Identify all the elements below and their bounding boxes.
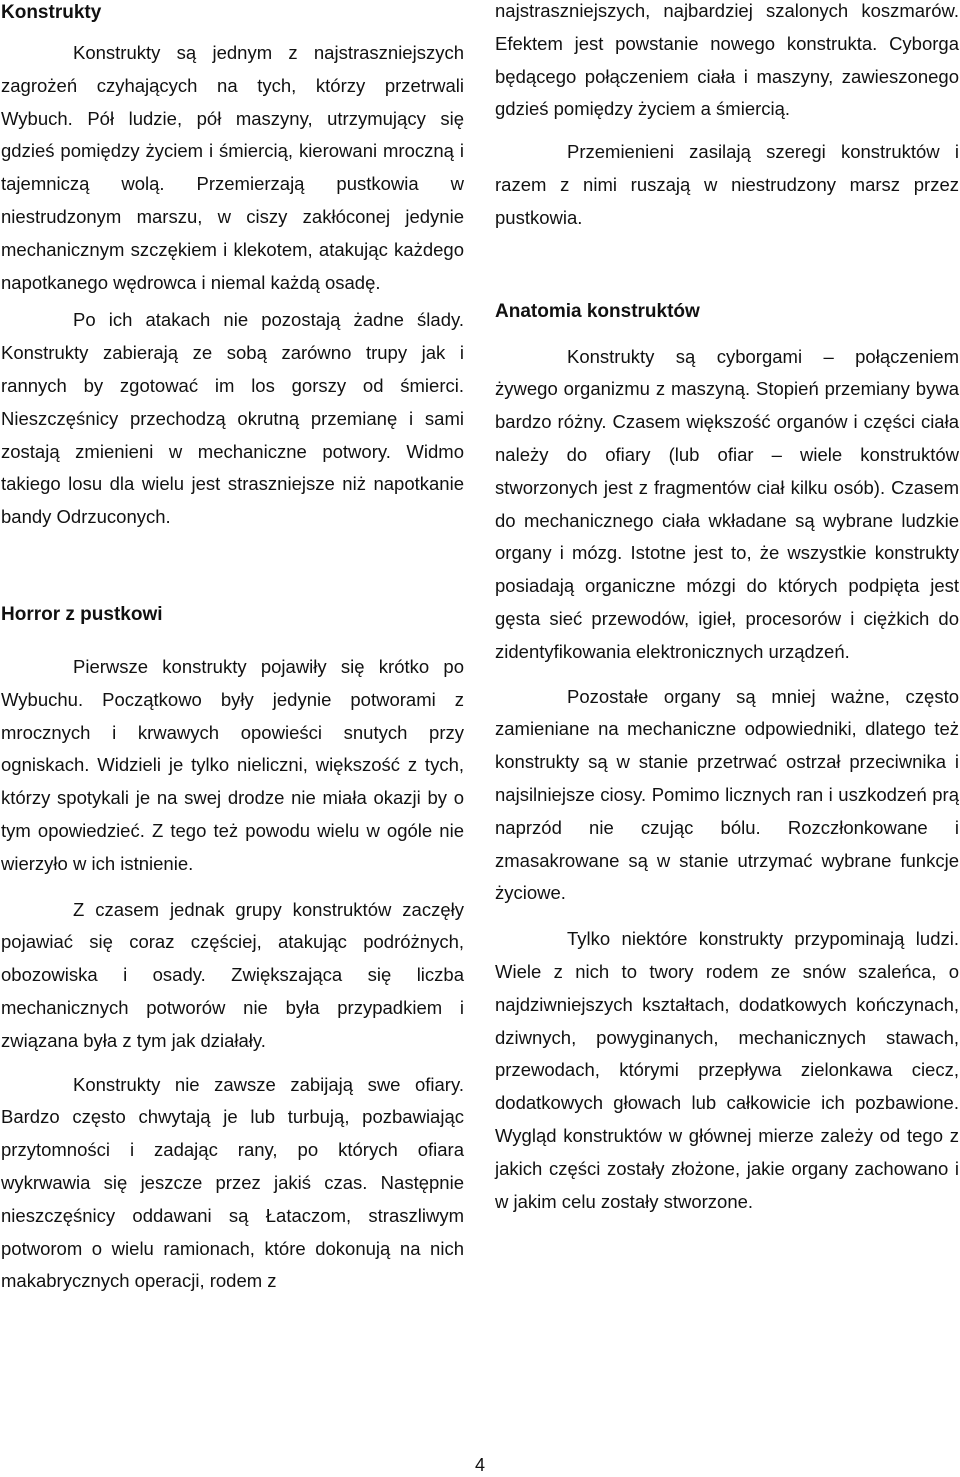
section-heading-horror: Horror z pustkowi (1, 603, 163, 625)
paragraph: Po ich atakach nie pozostają żadne ślady. Konstrukty zabierają ze sobą zarówno trupy jak i rannych by zgotować im los gorszy od śmierci. Nieszczęśnicy przechodzą okrutną przemianę i sami zostają zmienieni w mechaniczne potwory. Widmo takiego losu dla wielu jest straszniejsze niż napotkanie bandy Odrzuconych. (1, 309, 464, 528)
paragraph: Konstrukty są jednym z najstraszniejszych zagrożeń czyhających na tych, którzy przetrwali Wybuch. Pół ludzie, pół maszyny, utrzymujący się gdzieś pomiędzy życiem i śmiercią, kierowani mroczną i tajemniczą wolą. Przemierzają pustkowia w niestrudzonym marszu, w ciszy zakłóconej jedynie mechanicznym szczękiem i klekotem, atakując każdego napotkanego wędrowca i niemal każdą osadę. (1, 42, 464, 293)
paragraph: Przemienieni zasilają szeregi konstruktów i razem z nimi ruszają w niestrudzony marsz przez pustkowia. (495, 141, 959, 228)
page-number: 4 (474, 1455, 485, 1475)
section-title-konstrukty: Konstrukty (1, 2, 102, 23)
paragraph: Tylko niektóre konstrukty przypominają ludzi. Wiele z nich to twory rodem ze snów szaleńca, o najdziwniejszych kształtach, dodatkowych kończynach, dziwnych, powyginanych, mechanicznych stawach, przewodach, którymi przepływa zielonkawa ciecz, dodatkowych głowach lub całkowicie ich pozbawione. Wygląd konstruktów w głównej mierze zależy od tego z jakich części zostały złożone, jakie organy zachowano i w jakim celu zostały stworzone. (495, 928, 959, 1212)
paragraph: Z czasem jednak grupy konstruktów zaczęły pojawiać się coraz częściej, atakując podróżnych, obozowiska i osady. Zwiększająca się liczba mechanicznych potworów nie była przypadkiem i związana była z tym jak działały. (1, 898, 464, 1051)
section-heading-anatomia: Anatomia konstruktów (495, 300, 700, 322)
right-column (495, 0, 959, 1218)
left-column (1, 0, 464, 1298)
paragraph: Konstrukty są cyborgami – połączeniem żywego organizmu z maszyną. Stopień przemiany bywa bardzo różny. Czasem większość organów i części ciała należy do ofiary (lub ofiar – wiele konstruktów stworzonych jest z fragmentów ciał kilku osób). Czasem do mechanicznego ciała wkładane są wybrane ludzkie organy i mózg. Istotne jest to, że wszystkie konstrukty posiadają organiczne mózgi do których podpięta jest gęsta sieć przewodów, igieł, procesorów i ciężkich do zidentyfikowania elektronicznych urządzeń. (495, 345, 959, 662)
paragraph-continued: najstraszniejszych, najbardziej szalonych koszmarów. Efektem jest powstanie nowego konstrukta. Cyborga będącego połączeniem ciała i maszyny, zawieszonego gdzieś pomiędzy życiem a śmiercią. (495, 0, 959, 120)
paragraph: Konstrukty nie zawsze zabijają swe ofiary. Bardzo często chwytają je lub turbują, pozbawiając przytomności i zadając rany, po których ofiara wykrwawia się jeszcze przez jakiś czas. Następnie nieszczęśnicy oddawani są Łataczom, straszliwym potworom o wielu ramionach, które dokonują na nich makabrycznych operacji, rodem z (1, 1073, 464, 1292)
paragraph: Pozostałe organy są mniej ważne, często zamieniane na mechaniczne odpowiedniki, dlatego też konstrukty są w stanie przetrwać ostrzał przeciwnika i najsilniejsze ciosy. Pomimo licznych ran i uszkodzeń prą naprzód nie czując bólu. Rozczłonkowane i zmasakrowane są w stanie utrzymać wybrane funkcje życiowe. (495, 685, 959, 904)
paragraph: Pierwsze konstrukty pojawiły się krótko po Wybuchu. Początkowo były jedynie potworami z mrocznych i krwawych opowieści snutych przy ogniskach. Widzieli je tylko nieliczni, większość z tych, którzy spotykali je na swej drodze nie miała okazji by o tym opowiedzieć. Z tego też powodu wielu w ogóle nie wierzyło w ich istnienie. (1, 655, 464, 874)
